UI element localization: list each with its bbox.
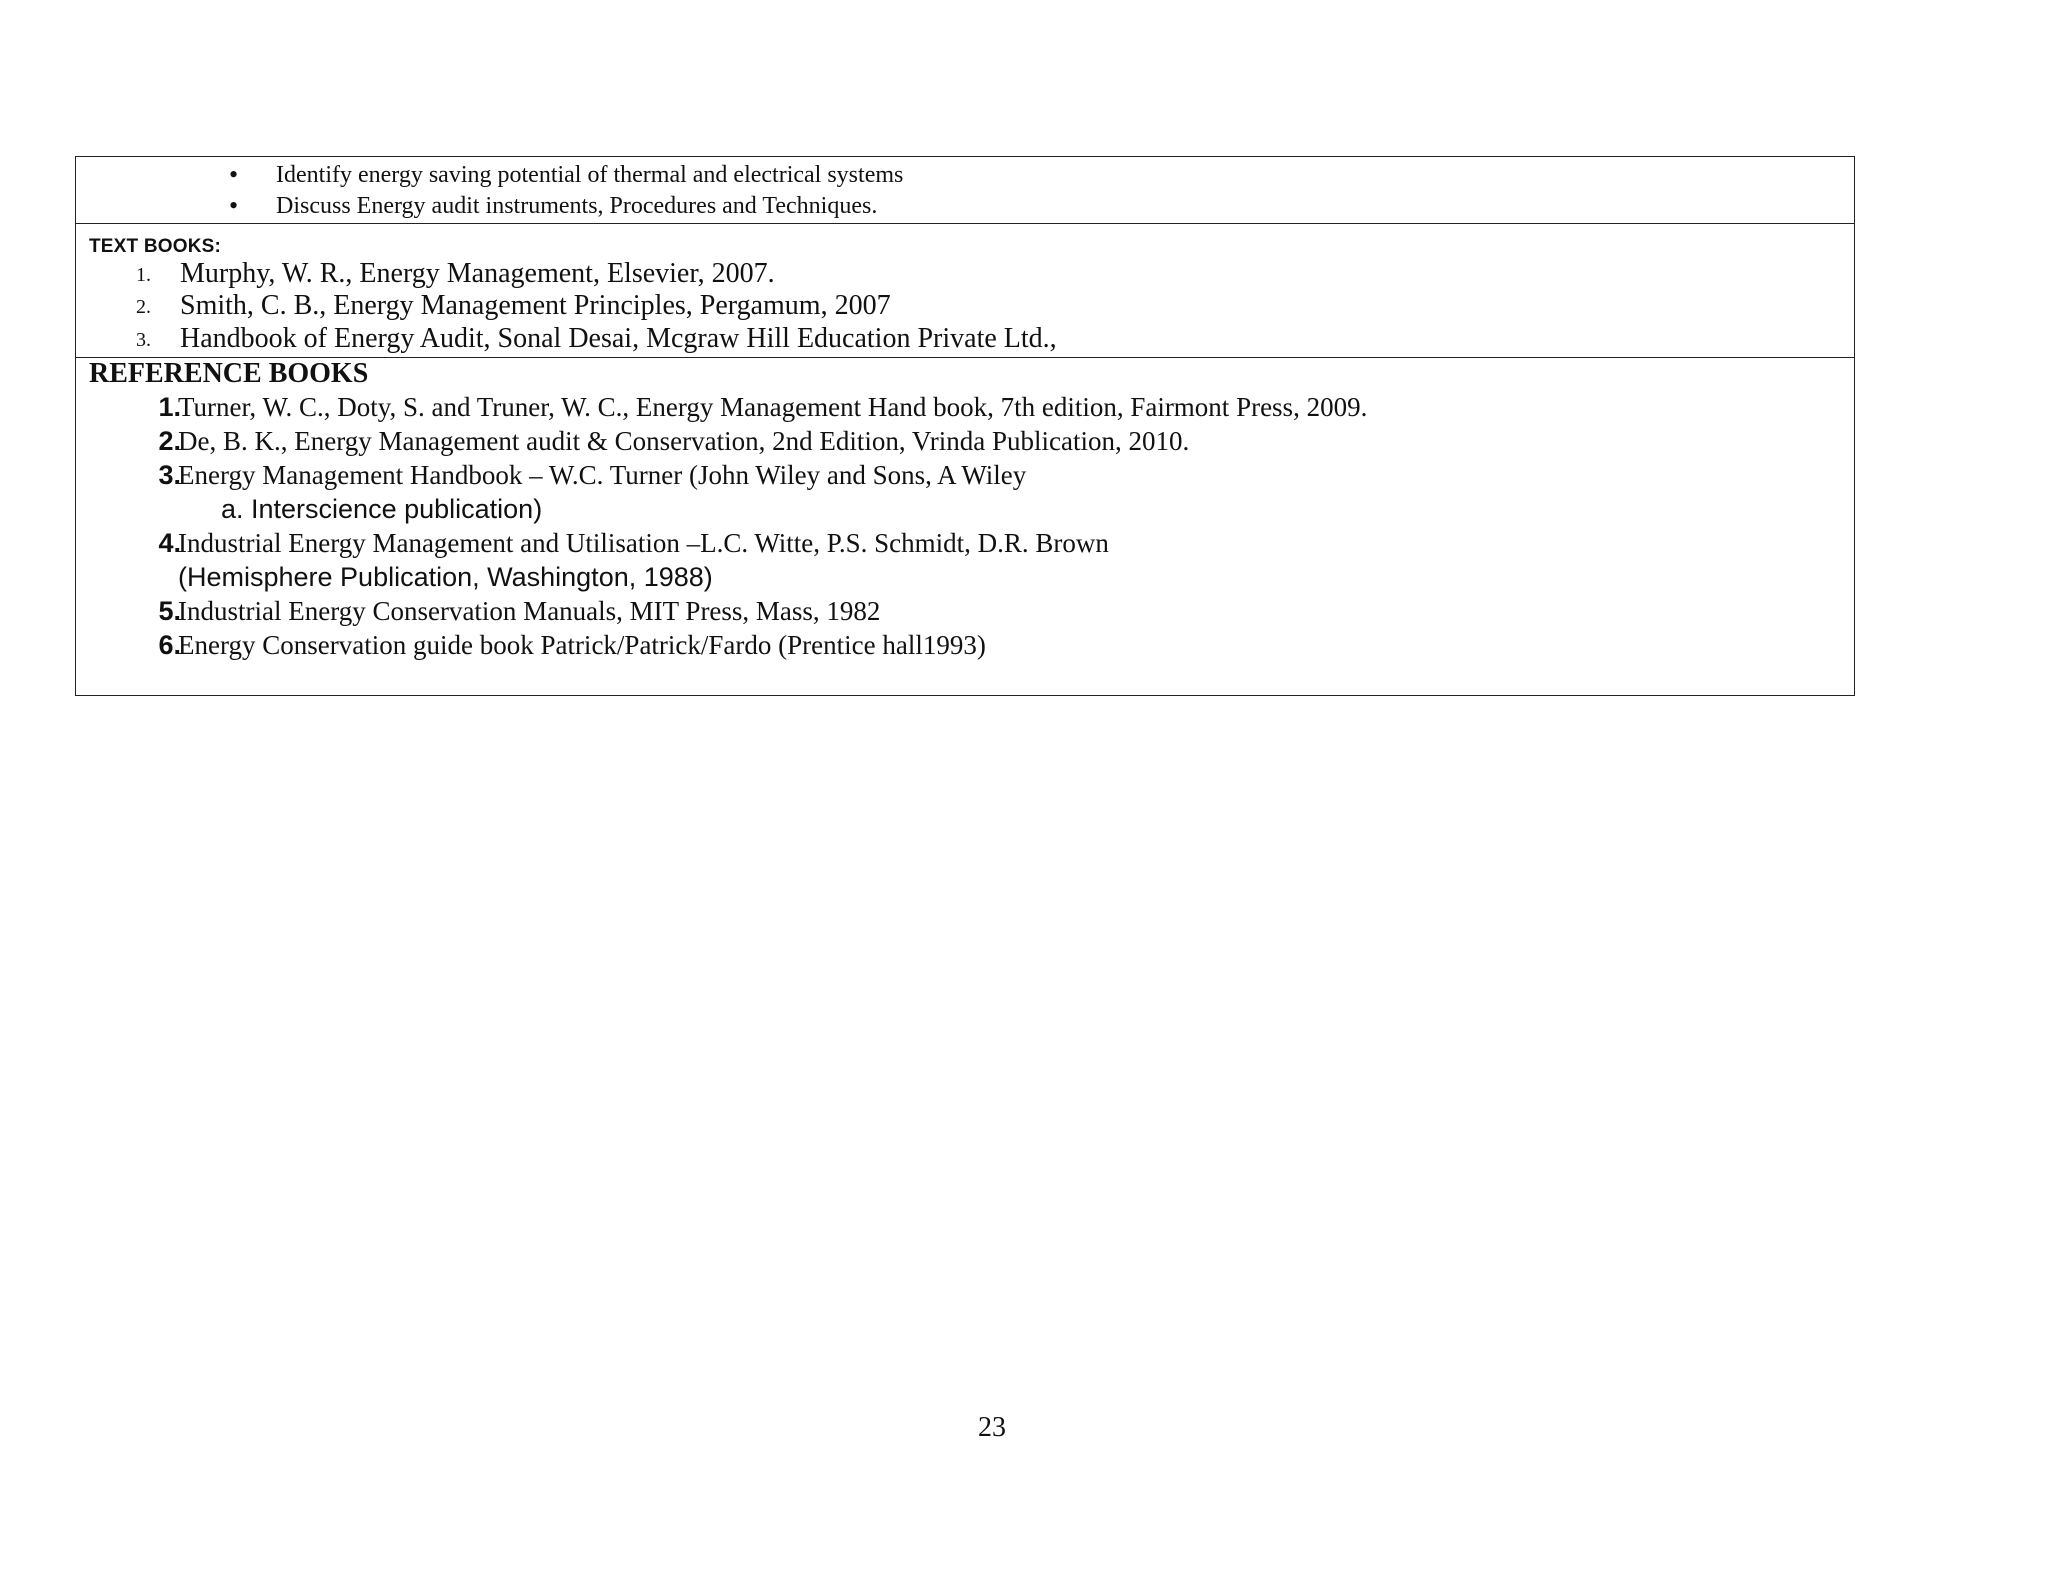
reference-book-continuation: (Hemisphere Publication, Washington, 1988) [178,562,713,592]
reference-book-title: Turner, W. C., Doty, S. and Truner, W. C., Energy Management Hand book, 7th edition, Fairmont Press, 2009. [178,392,1368,422]
syllabus-table [75,156,1855,696]
reference-book-number: 5. [158,596,181,626]
bullet-icon: • [229,160,239,189]
course-outcomes-section [76,157,1854,224]
text-book-title: Smith, C. B., Energy Management Principles, Pergamum, 2007 [180,290,891,321]
reference-book-title: Industrial Energy Management and Utilisation –L.C. Witte, P.S. Schmidt, D.R. Brown [178,528,1109,558]
reference-book-continuation: a. Interscience publication) [221,494,543,524]
outcome-text: Identify energy saving potential of thermal and electrical systems [276,161,904,188]
outcome-text: Discuss Energy audit instruments, Procedures and Techniques. [276,192,878,219]
reference-book-number: 3. [158,460,181,490]
reference-books-heading: REFERENCE BOOKS [89,358,369,389]
text-book-title: Murphy, W. R., Energy Management, Elsevier, 2007. [180,258,775,289]
page-number: 23 [978,1412,1006,1443]
text-books-heading: TEXT BOOKS: [89,236,222,257]
reference-books-section [76,358,1854,695]
reference-book-number: 2. [158,426,181,456]
text-book-number: 1. [136,264,151,286]
reference-book-number: 1. [158,392,181,422]
text-books-section [76,224,1854,358]
reference-book-title: Energy Conservation guide book Patrick/Patrick/Fardo (Prentice hall1993) [178,630,986,660]
reference-book-number: 6. [158,630,181,660]
bullet-icon: • [229,191,239,220]
reference-book-title: De, B. K., Energy Management audit & Conservation, 2nd Edition, Vrinda Publication, 2010. [178,426,1190,456]
text-book-number: 2. [136,296,151,318]
text-book-title: Handbook of Energy Audit, Sonal Desai, Mcgraw Hill Education Private Ltd., [180,323,1057,354]
reference-book-title: Industrial Energy Conservation Manuals, MIT Press, Mass, 1982 [178,596,881,626]
text-book-number: 3. [136,329,151,351]
reference-book-title: Energy Management Handbook – W.C. Turner (John Wiley and Sons, A Wiley [178,460,1027,490]
reference-book-number: 4. [158,528,181,558]
